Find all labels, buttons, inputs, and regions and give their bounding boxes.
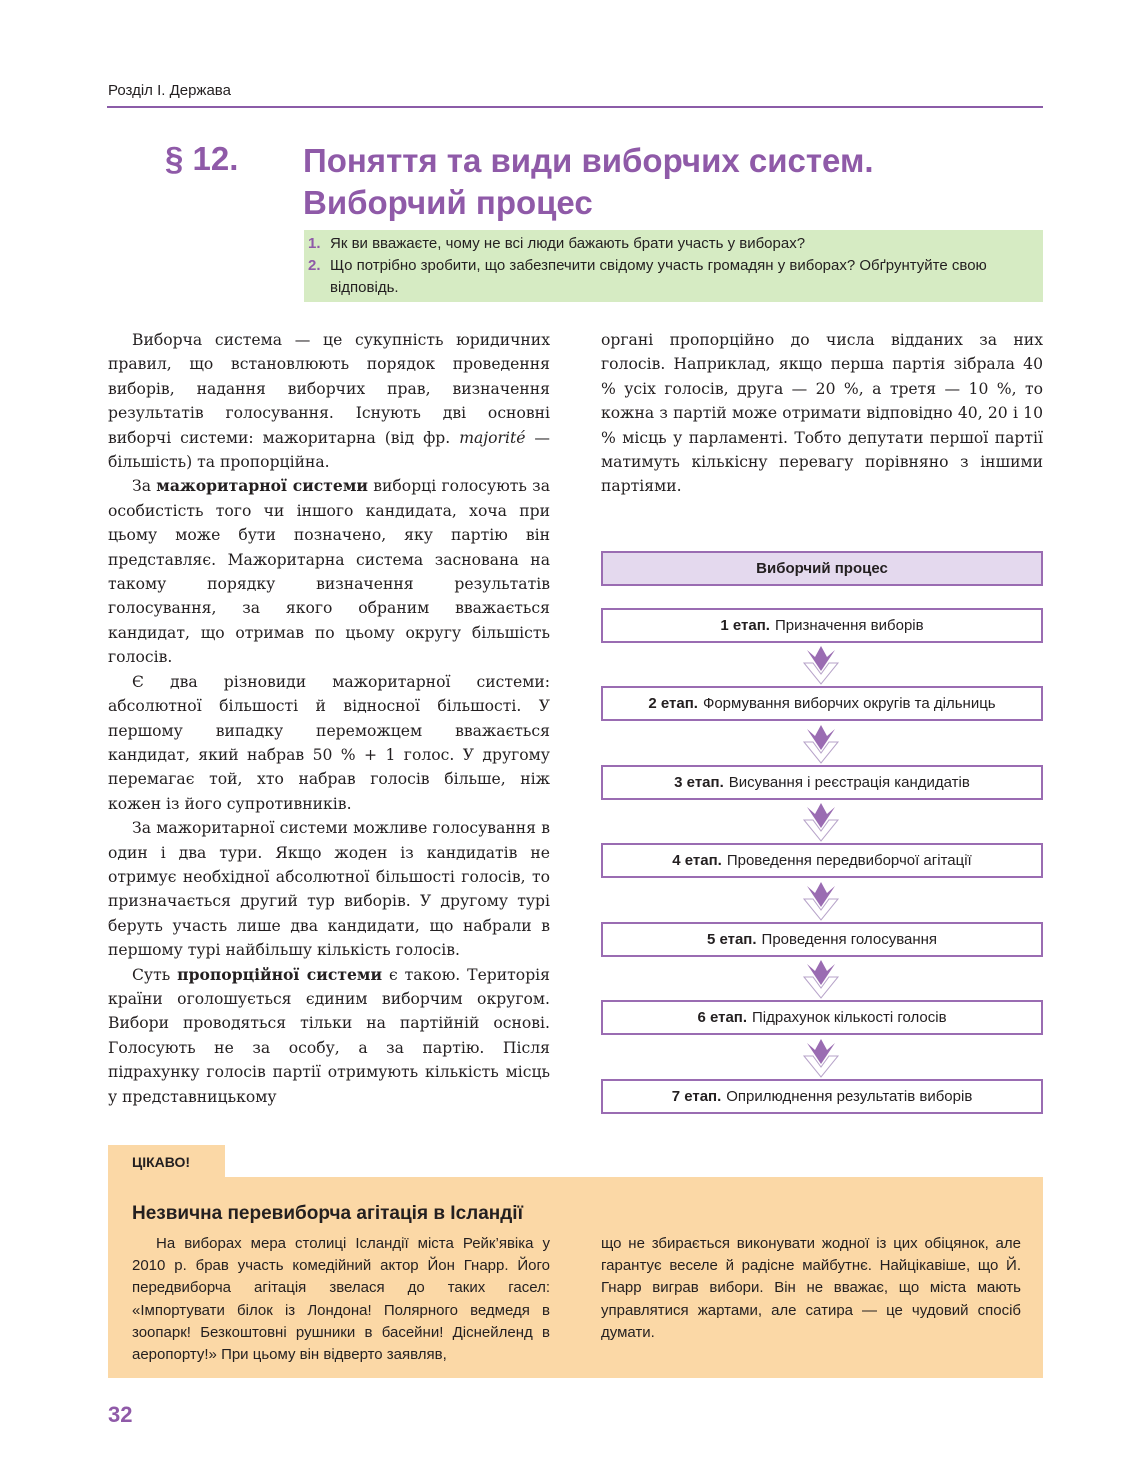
question-text: Що потрібно зробити, що забезпечити свідому участь громадян у виборах? Обґрунтуйте свою відповідь.: [330, 257, 987, 296]
interesting-column-left: [132, 1233, 550, 1366]
flow-stage-4: 4 етап. Проведення передвиборчої агітації: [601, 843, 1043, 878]
italic-term: majorité: [459, 428, 526, 447]
body-paragraph: Суть пропорційної системи є такою. Територія країни оголошується єдиним виборчим округом. Вибори проводяться тільки на партійній основі. Голосують не за особу, а за партію. Після підрахунку голосів партії отримують кількість місць у представницькому: [108, 964, 550, 1106]
paragraph-number: § 12.: [165, 140, 239, 177]
questions-box: [304, 230, 1043, 302]
flow-stage-3: 3 етап. Висування і реєстрація кандидатів: [601, 765, 1043, 800]
flow-stage-2: 2 етап. Формування виборчих округів та дільниць: [601, 686, 1043, 721]
flow-stage-7: 7 етап. Оприлюднення результатів виборів: [601, 1079, 1043, 1114]
page-title: Поняття та види виборчих систем. Виборчий процес: [303, 142, 874, 221]
question-item: [308, 233, 1033, 255]
chevron-down-icon: [801, 800, 841, 842]
question-number: 1.: [308, 235, 321, 252]
chevron-down-icon: [801, 957, 841, 999]
bold-term: пропорційної системи: [177, 964, 383, 984]
flow-stage-6: 6 етап. Підрахунок кількості голосів: [601, 1000, 1043, 1035]
bold-term: мажоритарної системи: [156, 476, 368, 496]
chevron-down-icon: [801, 722, 841, 764]
interesting-text: На виборах мера столиці Ісландії міста Рейк’явіка у 2010 р. брав участь комедійний актор Йон Гнарр. Його передвиборча агітація звелася до таких гасел: «Імпортувати білок із Лондона! Полярного ведмедя в зоопарк! Безкоштовні рушники в басейни! Діснейленд в аеропорту!» При цьому він відверто заявляв,: [132, 1235, 550, 1364]
chevron-down-icon: [801, 1036, 841, 1078]
body-column-left: [108, 328, 550, 1109]
interesting-tab: ЦІКАВО!: [108, 1145, 225, 1178]
page-number: 32: [108, 1402, 133, 1427]
interesting-title: Незвична перевиборча агітація в Ісландії: [132, 1203, 523, 1224]
body-paragraph: За мажоритарної системи можливе голосування в один і два тури. Якщо жоден із кандидатів не отримує необхідної абсолютної більшості голосів, то призначається другий тур виборів. У другому турі беруть участь лише два кандидати, що набрали в першому турі найбільшу кількість голосів.: [108, 819, 550, 960]
interesting-column-right: [601, 1233, 1021, 1344]
question-number: 2.: [308, 257, 321, 274]
flow-stage-1: 1 етап. Призначення виборів: [601, 608, 1043, 643]
section-header: Розділ І. Держава: [108, 82, 231, 99]
header-rule: [107, 106, 1043, 108]
question-item: [308, 255, 1033, 299]
body-paragraph: органі пропорційно до числа відданих за них голосів. Наприклад, якщо перша партія зібрала 40 % усіх голосів, друга — 20 %, а третя — 10 %, то кожна з партій може отримати відповідно 40, 20 і 10 % місць у парламенті. Тобто депутати першої партії матимуть кількісну перевагу порівняно з іншими партіями.: [601, 331, 1043, 496]
question-text: Як ви вважаєте, чому не всі люди бажають брати участь у виборах?: [330, 235, 806, 252]
body-paragraph: Виборча система — це сукупність юридичних правил, що встановлюють порядок проведення виборів, надання виборчих прав, визначення результатів голосування. Існують дві основні виборчі системи: мажоритарна (від фр. majorité — більшість) та пропорційна.: [108, 331, 550, 472]
flow-stage-5: 5 етап. Проведення голосування: [601, 922, 1043, 957]
body-paragraph: Є два різновиди мажоритарної системи: абсолютної більшості й відносної більшості. У першому випадку переможцем вважається кандидат, який набрав 50 % + 1 голос. У другому перемагає той, хто набрав голосів більше, ніж кожен із його супротивників.: [108, 672, 550, 813]
body-paragraph: За мажоритарної системи виборці голосують за особистість того чи іншого кандидата, хоча при цьому може бути позначено, яку партію він представляє. Мажоритарна система заснована на такому порядку визначення результатів голосування, за якого обраним вважається кандидат, що отримав по цьому округу більшість голосів.: [108, 476, 550, 667]
interesting-text: що не збирається виконувати жодної із цих обіцянок, але гарантує веселе й радісне майбутнє. Найцікавіше, що Й. Гнарр виграв вибори. Він не вважає, що міста мають управлятися жартами, але сатира — це чудовий спосіб думати.: [601, 1235, 1021, 1341]
flow-title: Виборчий процес: [601, 551, 1043, 586]
chevron-down-icon: [801, 643, 841, 685]
chevron-down-icon: [801, 879, 841, 921]
body-column-right: [601, 328, 1043, 499]
